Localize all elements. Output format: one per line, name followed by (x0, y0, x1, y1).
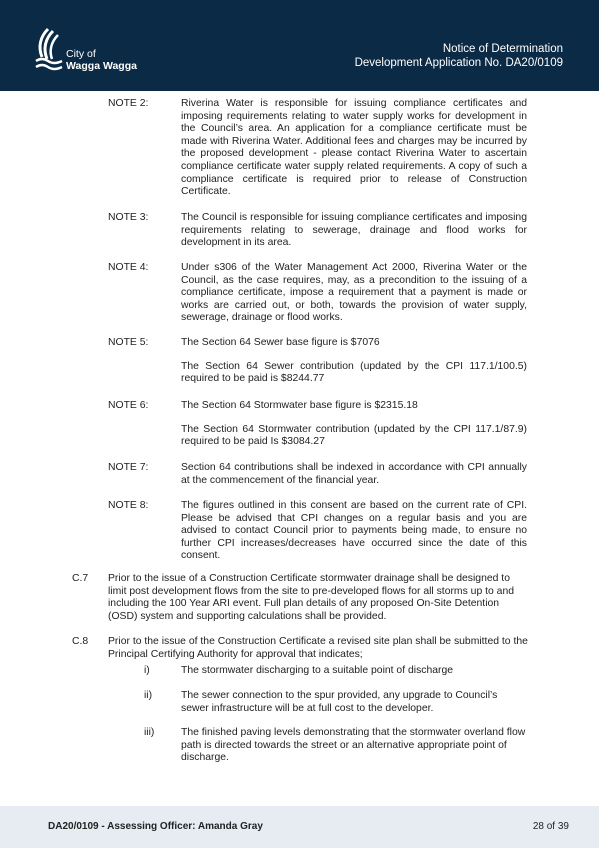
note-label: NOTE 6: (108, 400, 149, 411)
page-number: 28 of 39 (532, 821, 569, 832)
note-text: The figures outlined in this consent are based on the current rate of CPI. Please be advised that CPI changes on a regular basis and you are advised to contact Council prior to payments being made, to ensure no further CPI increases/decreases have occurred since the date of this consent. (181, 500, 527, 562)
condition-label: C.7 (72, 573, 89, 584)
note-text: The Section 64 Sewer contribution (updated by the CPI 117.1/100.5) required to be paid is $8244.77 (181, 360, 527, 385)
note-text: The Council is responsible for issuing compliance certificates and imposing requirements relating to sewerage, drainage and flood works for development in its area. (181, 212, 527, 249)
note-text: Riverina Water is responsible for issuing compliance certificates and imposing requirements relating to water supply works for development in the Council’s area. An application for a compliance certificate must be made with Riverina Water. Additional fees and charges may be incurred by the proposed development - please contact Riverina Water to ascertain compliance certificate water supply related requirements. A copy of such a compliance certificate is required prior to release of Construction Certificate. (181, 98, 527, 198)
wave-logo-icon (34, 27, 64, 71)
council-logo (34, 27, 144, 77)
logo-wagga-wagga: Wagga Wagga (66, 60, 137, 72)
note-label: NOTE 5: (108, 337, 149, 348)
note-text: The Section 64 Stormwater base figure is $2315.18 (181, 400, 418, 411)
application-number: Development Application No. DA20/0109 (354, 57, 563, 69)
header-title (355, 42, 563, 70)
subitem-text: The sewer connection to the spur provided, any upgrade to Council’s sewer infrastructure will be at full cost to the developer. (181, 690, 498, 714)
logo-city-of: City of (66, 48, 96, 60)
page-footer (0, 806, 599, 848)
note-text: Under s306 of the Water Management Act 2000, Riverina Water or the Council, as the case requires, may, as a precondition to the issuing of a compliance certificate, impose a requirement that a payment is made or works are carried out, or both, towards the provision of water supply, sewerage, drainage or flood works. (181, 262, 527, 324)
notice-title: Notice of Determination (442, 43, 563, 55)
subitem-label: i) (144, 665, 150, 676)
note-text: Section 64 contributions shall be indexed in accordance with CPI annually at the commencement of the financial year. (181, 462, 527, 486)
subitem-label: ii) (144, 690, 153, 701)
note-label: NOTE 8: (108, 500, 149, 511)
note-label: NOTE 2: (108, 98, 149, 109)
note-label: NOTE 7: (108, 462, 149, 473)
subitem-label: iii) (144, 727, 155, 738)
condition-text: Prior to the issue of a Construction Certificate stormwater drainage shall be designed to limit post development flows from the site to pre-developed flows for all storms up to and including the 100 Year ARI event. Full plan details of any proposed On-Site Detention (OSD) system and supporting calculations shall be provided. (108, 573, 515, 622)
footer-officer: DA20/0109 - Assessing Officer: Amanda Gray (48, 821, 263, 832)
note-text: The Section 64 Sewer base figure is $7076 (181, 337, 380, 348)
note-label: NOTE 3: (108, 212, 149, 223)
condition-text: Prior to the issue of the Construction Certificate a revised site plan shall be submitted to the Principal Certifying Authority for approval that indicates; (108, 636, 528, 660)
subitem-text: The stormwater discharging to a suitable point of discharge (181, 665, 454, 676)
note-label: NOTE 4: (108, 262, 149, 273)
page-header (0, 0, 599, 91)
subitem-text: The finished paving levels demonstrating that the stormwater overland flow path is directed towards the street or an alternative appropriate point of discharge. (181, 727, 526, 764)
note-text: The Section 64 Stormwater contribution (updated by the CPI 117.1/87.9) required to be paid Is $3084.27 (181, 423, 527, 448)
condition-label: C.8 (72, 636, 89, 647)
